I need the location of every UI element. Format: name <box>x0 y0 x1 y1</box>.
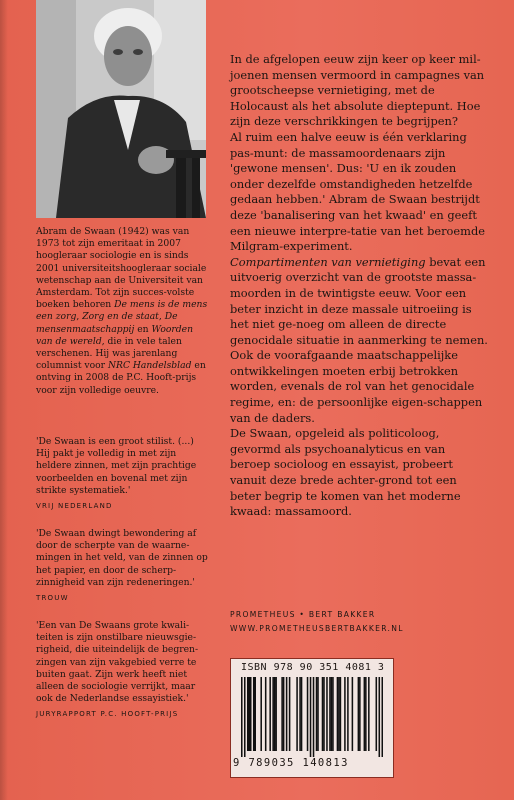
quote-text: 'De Swaan is een groot stilist. (...) Hij pakt je volledig in met zijn heldere zinnen, met zijn prachtige voorbeelden en bovenal met zijn strikte systematiek.' <box>36 436 197 496</box>
barcode-bar <box>274 677 276 751</box>
isbn-label: ISBN 978 90 351 4081 3 <box>241 662 385 673</box>
barcode-bar <box>316 677 318 751</box>
barcode-bar <box>317 677 319 751</box>
review-quote-3 <box>36 620 208 721</box>
barcode-bar <box>281 677 283 751</box>
barcode-bar <box>247 677 249 751</box>
barcode-bar <box>365 677 367 751</box>
barcode-bar <box>323 677 325 751</box>
barcode-bar <box>250 677 252 751</box>
barcode-bar <box>313 677 315 757</box>
barcode-bar <box>286 677 288 751</box>
barcode-bar <box>329 677 331 751</box>
quote-source: VRIJ NEDERLAND <box>36 502 113 511</box>
publisher-name: PROMETHEUS • BERT BAKKER <box>230 610 376 619</box>
barcode-bar <box>310 677 312 757</box>
barcode-bar <box>338 677 340 751</box>
blurb-paragraph-4: De Swaan, opgeleid als politicoloog, gevormd als psychoanalyticus en van beroep socioloog en essayist, probeert vanuit deze brede achter-grond tot een beter begrip te komen van het moderne kwaad: massamoord. <box>230 426 461 519</box>
author-bio-text: Abram de Swaan (1942) was van 1973 tot zijn emeritaat in 2007 hoogleraar sociologie en is sinds 2001 universiteitshoogleraar sociale wetenschap aan de Universiteit van Amsterdam. Tot zijn succes-volste boeken behoren De mens is de mens een zorg, Zorg en de staat, De mensenmaatschappij en Woorden van de wereld, die in vele talen verschenen. Hij was jarenlang columnist voor NRC Handelsblad en ontving in 2008 de P.C. Hooft-prijs voor zijn volledige oeuvre. <box>36 226 208 396</box>
barcode-bar <box>347 677 349 751</box>
quote-source: TROUW <box>36 594 69 603</box>
barcode-bar <box>272 677 274 751</box>
barcode-bar <box>359 677 361 751</box>
barcode-bar <box>299 677 301 751</box>
barcode-bar <box>254 677 256 751</box>
blurb-paragraph-1: In de afgelopen eeuw zijn keer op keer mil-joenen mensen vermoord in campagnes van grootscheepse vernietiging, met de Holocaust als het absolute dieptepunt. Hoe zijn deze verschrikkingen te begrijpen? <box>230 52 485 129</box>
barcode-bar <box>265 677 267 751</box>
author-bio <box>36 226 208 397</box>
quote-text: 'De Swaan dwingt bewondering af door de scherpte van de waarne-mingen in het veld, van de zinnen op het papier, en door de scherp-zinnigheid van zijn redeneringen.' <box>36 528 208 588</box>
barcode-icon <box>241 677 383 757</box>
barcode-bar <box>269 677 271 751</box>
barcode-bar <box>283 677 285 751</box>
barcode-bar <box>337 677 339 751</box>
barcode-bar <box>340 677 342 751</box>
barcode-bar <box>307 677 309 751</box>
barcode-bar <box>260 677 262 751</box>
barcode-bar <box>275 677 277 751</box>
barcode-digits: 9 789035 140813 <box>233 757 349 769</box>
barcode-bar <box>253 677 255 751</box>
barcode-bar <box>344 677 346 751</box>
isbn-barcode-box <box>230 658 394 778</box>
barcode-bar <box>289 677 291 751</box>
barcode-bar <box>368 677 370 751</box>
book-title: Compartimenten van vernietiging <box>230 254 426 269</box>
publisher-url: WWW.PROMETHEUSBERTBAKKER.NL <box>230 624 404 633</box>
barcode-bar <box>244 677 246 757</box>
barcode-bar <box>241 677 243 757</box>
barcode-bar <box>379 677 381 757</box>
blurb-paragraph-3: Compartimenten van vernietiging bevat een uitvoerig overzicht van de grootste massa-moorden in de twintigste eeuw. Voor een beter inzicht in deze massale uitroeiing is het niet ge-noeg om alleen de directe genocidale situatie in aanmerking te nemen. Ook de voorafgaande maatschappelijke ontwikkelingen moeten erbij betrokken worden, evenals de rol van het genocidale regime, en: de persoonlijke eigen-schappen van de daders. <box>230 254 488 425</box>
quote-source: JURYRAPPORT P.C. HOOFT-PRIJS <box>36 710 179 719</box>
blurb <box>230 52 488 520</box>
barcode-bar <box>301 677 303 751</box>
barcode-bar <box>326 677 328 751</box>
quote-text: 'Een van De Swaans grote kwali-teiten is zijn onstilbare nieuwsgie-righeid, die uiteindelijk de begren-zingen van zijn vakgebied verre te buiten gaat. Zijn werk heeft niet alleen de sociologie verrijkt, maar ook de Nederlandse essayistiek.' <box>36 620 199 705</box>
barcode-bar <box>382 677 383 757</box>
barcode-bar <box>248 677 250 751</box>
barcode-bar <box>364 677 366 751</box>
barcode-bar <box>322 677 324 751</box>
spine-shadow <box>0 0 8 800</box>
barcode-bar <box>376 677 378 751</box>
author-portrait-photo <box>36 0 206 218</box>
barcode-bar <box>358 677 360 751</box>
barcode-bar <box>352 677 354 751</box>
publisher-info <box>230 608 490 636</box>
review-quote-2 <box>36 528 208 604</box>
barcode-bar <box>296 677 298 751</box>
review-quote-1 <box>36 436 208 512</box>
barcode-bar <box>331 677 333 751</box>
blurb-paragraph-2: Al ruim een halve eeuw is één verklaring pas-munt: de massamoordenaars zijn 'gewone mensen'. Dus: 'U en ik zouden onder dezelfde omstandigheden hetzelfde gedaan hebben.' Abram de Swaan bestrijdt deze 'banalisering van het kwaad' en geeft een nieuwe interpre-tatie van het beroemde Milgram-experiment. <box>230 129 485 254</box>
barcode-bar <box>332 677 334 751</box>
